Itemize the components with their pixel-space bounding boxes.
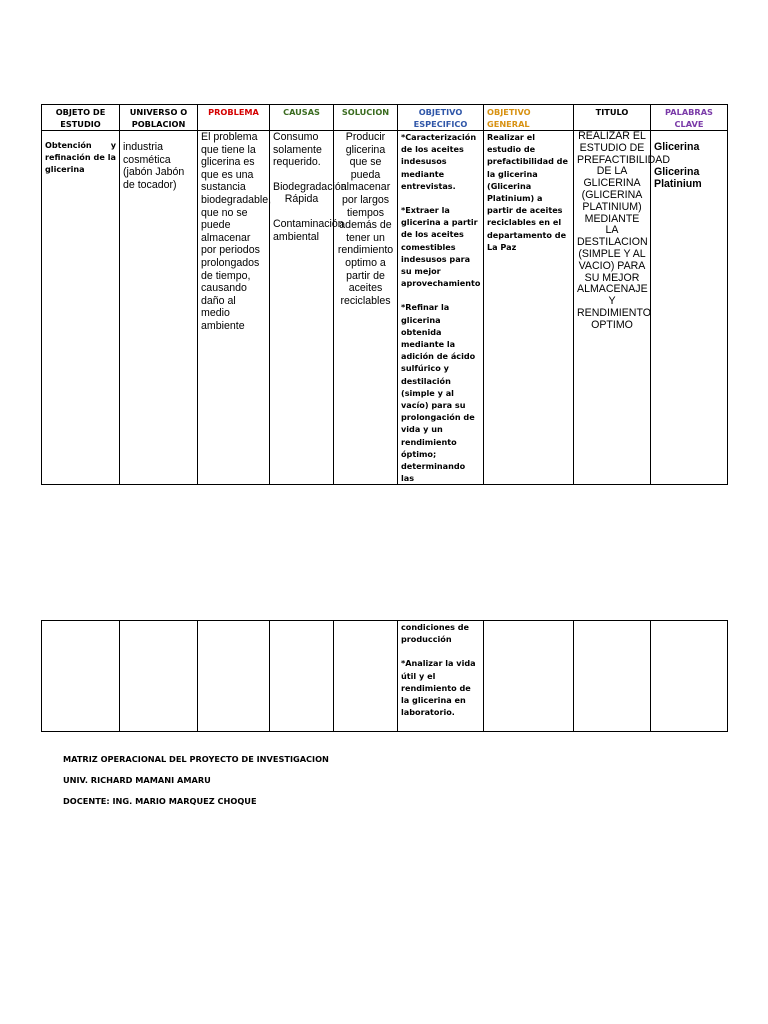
objetivo-general-text: Realizar el estudio de prefactibilidad de la glicerina (Glicerina Platinium) a partir de aceites reciclables en el departamento de La Paz [487,132,568,252]
cell-objetivo-especifico [398,131,484,485]
cell-objetivo-general [484,131,574,485]
objetivo-especifico-item: *Refinar la glicerina obtenida mediante la adición de ácido sulfúrico y destilación (simple y al vacío) para su prolongación de vida y un rendimiento óptimo; determinando las [401,302,476,484]
cell-palabras-clave [651,621,728,732]
cell-solucion [334,131,398,485]
table-row [42,621,728,732]
objetivo-especifico-item: *Caracterización de los aceites indesusos mediante entrevistas. [401,132,477,191]
teacher-line: DOCENTE: ING. MARIO MARQUEZ CHOQUE [63,796,257,806]
cell-universo [120,621,198,732]
cell-objeto [42,131,120,485]
header-objeto-de-estudio: OBJETO DE ESTUDIO [42,105,120,131]
header-universo-o-poblacion: UNIVERSO O POBLACION [120,105,198,131]
header-problema: PROBLEMA [198,105,270,131]
cell-palabras-clave [651,131,728,485]
cell-universo [120,131,198,485]
solucion-text: Producir glicerina que se pueda almacenar por largos tiempos además de tener un rendimiento optimo a partir de aceites reciclables [337,131,394,307]
keyword: Glicerina [654,141,700,153]
cell-objetivo-especifico [398,621,484,732]
objeto-text: Obtención y refinación de la glicerina [45,140,116,175]
causa-item: Consumo solamente requerido. [273,131,322,169]
header-solucion: SOLUCION [334,105,398,131]
objetivo-especifico-item: *Analizar la vida útil y el rendimiento de la glicerina en laboratorio. [401,658,476,718]
cell-objetivo-general [484,621,574,732]
header-row [42,105,728,131]
problema-text: El problema que tiene la glicerina es que es una sustancia biodegradable, que no se puede almacenar por periodos prolongados de tiempo, causando daño al medio ambiente [201,131,272,332]
header-objetivo-especifico: OBJETIVO ESPECIFICO [398,105,484,131]
titulo-text: REALIZAR EL ESTUDIO DE PREFACTIBILIDAD DE LA GLICERINA (GLICERINA PLATINIUM) MEDIANTE LA DESTILACION (SIMPLE Y AL VACIO) PARA SU MEJOR ALMACENAJE Y RENDIMIENTO OPTIMO [577,130,671,331]
objetivo-especifico-item: condiciones de producción [401,622,469,645]
cell-causas [270,621,334,732]
causa-item: Contaminación ambiental [273,217,344,243]
cell-problema [198,131,270,485]
cell-objeto [42,621,120,732]
cell-titulo [574,130,671,485]
cell-solucion [334,621,398,732]
header-titulo: TITULO [574,105,651,131]
header-objetivo-general: OBJETIVO GENERAL [484,105,574,131]
header-palabras-clave: PALABRAS CLAVE [651,105,728,131]
cell-problema [198,621,270,732]
objetivo-especifico-item: *Extraer la glicerina a partir de los aceites comestibles indesusos para su mejor aprovechamiento [401,205,481,289]
table-row [42,131,728,485]
cell-titulo [574,621,651,732]
author-line: UNIV. RICHARD MAMANI AMARU [63,775,211,785]
operational-matrix-table [41,104,728,485]
document-title: MATRIZ OPERACIONAL DEL PROYECTO DE INVESTIGACION [63,754,329,764]
header-causas: CAUSAS [270,105,334,131]
causa-item: Biodegradación Rápida [273,180,347,206]
cell-causas [270,131,347,485]
keyword: Glicerina Platinium [654,165,702,191]
operational-matrix-table-continued [41,620,728,732]
universo-text: industria cosmética (jabón Jabón de tocador) [123,141,185,191]
